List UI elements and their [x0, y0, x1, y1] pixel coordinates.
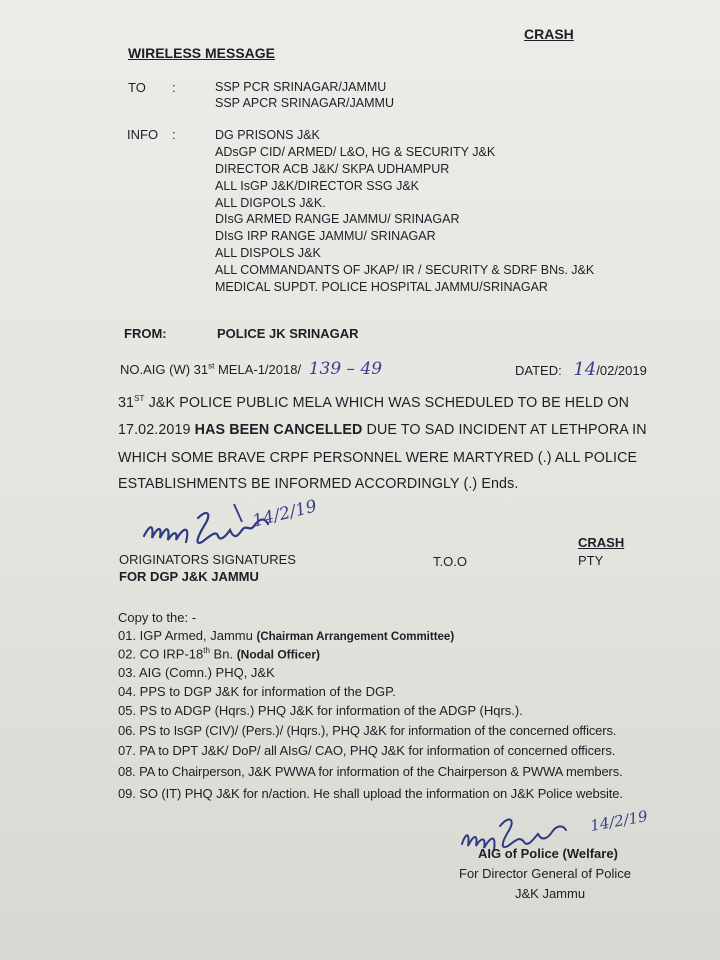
info-line-2: ADsGP CID/ ARMED/ L&O, HG & SECURITY J&K — [215, 145, 496, 159]
info-line-6: DIsG ARMED RANGE JAMMU/ SRINAGAR — [215, 212, 460, 226]
reference-suffix: MELA-1/2018/ — [214, 362, 302, 377]
copy-item-2-text: 02. CO IRP-18 — [118, 646, 204, 662]
info-line-1: DG PRISONS J&K — [215, 128, 320, 142]
reference-handwritten: 139 – 49 — [308, 359, 383, 379]
info-line-4: ALL IsGP J&K/DIRECTOR SSG J&K — [215, 179, 419, 193]
copy-item-2-text2: Bn. — [209, 646, 237, 662]
message-cancelled: HAS BEEN CANCELLED — [194, 422, 363, 438]
message-number: 31 — [118, 394, 135, 411]
dated-handwritten: 14 — [573, 359, 597, 380]
copy-item-2-bold: (Nodal Officer) — [236, 647, 321, 662]
footer-jk-jammu: J&K Jammu — [515, 886, 586, 901]
info-line-5: ALL DIGPOLS J&K. — [215, 196, 326, 210]
message-line-1-text: J&K POLICE PUBLIC MELA WHICH WAS SCHEDULED TO BE HELD ON — [144, 394, 630, 411]
reference-number — [120, 359, 382, 379]
crash-label: CRASH — [578, 535, 625, 550]
originator-signatures: ORIGINATORS SIGNATURES — [119, 552, 296, 567]
copy-item-2-sup: th — [203, 646, 210, 655]
info-line-9: ALL COMMANDANTS OF JKAP/ IR / SECURITY & SDRF BNs. J&K — [215, 263, 595, 277]
too-label: T.O.O — [433, 554, 467, 569]
info-line-3: DIRECTOR ACB J&K/ SKPA UDHAMPUR — [215, 162, 450, 176]
document-title: WIRELESS MESSAGE — [128, 45, 276, 61]
copy-item-7: 07. PA to DPT J&K/ DoP/ all AIsG/ CAO, PHQ J&K for information of concerned officers. — [118, 743, 616, 758]
footer-for-dgp: For Director General of Police — [459, 866, 631, 881]
to-line-2: SSP APCR SRINAGAR/JAMMU — [215, 96, 394, 110]
message-line-3: WHICH SOME BRAVE CRPF PERSONNEL WERE MARTYRED (.) ALL POLICE — [118, 450, 638, 466]
message-sup: ST — [134, 394, 145, 403]
copy-item-2 — [118, 646, 320, 661]
copy-item-1 — [118, 628, 454, 643]
footer-aig: AIG of Police (Welfare) — [478, 846, 618, 861]
info-separator: : — [172, 127, 176, 142]
copy-item-8: 08. PA to Chairperson, J&K PWWA for information of the Chairperson & PWWA members. — [118, 764, 623, 779]
copy-heading: Copy to the: - — [118, 610, 197, 625]
message-date: 17.02.2019 — [118, 422, 195, 438]
pty-label: PTY — [578, 553, 604, 568]
info-line-8: ALL DISPOLS J&K — [215, 246, 321, 260]
copy-item-1-bold: (Chairman Arrangement Committee) — [256, 631, 455, 643]
info-label: INFO — [127, 127, 159, 142]
priority-crash: CRASH — [524, 26, 574, 42]
originator-handwritten-date: 14/2/19 — [250, 496, 319, 532]
copy-item-1-text: 01. IGP Armed, Jammu — [118, 628, 257, 643]
copy-item-9: 09. SO (IT) PHQ J&K for n/action. He shall upload the information on J&K Police website. — [118, 786, 623, 801]
reference-prefix: NO.AIG (W) 31 — [120, 362, 209, 377]
from-label: FROM: — [124, 326, 167, 341]
dated-rest: /02/2019 — [596, 363, 647, 378]
message-line-4: ESTABLISHMENTS BE INFORMED ACCORDINGLY (.) Ends. — [118, 476, 519, 492]
message-line-2-text: DUE TO SAD INCIDENT AT LETHPORA IN — [362, 422, 647, 438]
info-line-7: DIsG IRP RANGE JAMMU/ SRINAGAR — [215, 229, 436, 243]
info-line-10: MEDICAL SUPDT. POLICE HOSPITAL JAMMU/SRINAGAR — [215, 280, 548, 294]
dated-label: DATED: — [515, 363, 562, 378]
copy-item-4: 04. PPS to DGP J&K for information of the DGP. — [118, 684, 396, 699]
to-line-1: SSP PCR SRINAGAR/JAMMU — [215, 80, 387, 94]
message-line-1 — [118, 394, 629, 411]
message-line-2 — [118, 422, 647, 438]
from-value: POLICE JK SRINAGAR — [217, 326, 359, 341]
to-label: TO — [128, 80, 146, 95]
to-separator: : — [172, 80, 176, 95]
copy-item-5: 05. PS to ADGP (Hqrs.) PHQ J&K for information of the ADGP (Hqrs.). — [118, 703, 523, 718]
copy-item-6: 06. PS to IsGP (CIV)/ (Pers.)/ (Hqrs.), PHQ J&K for information of the concerned officers. — [118, 723, 617, 738]
for-dgp: FOR DGP J&K JAMMU — [119, 569, 259, 584]
reference-sup: st — [208, 361, 215, 371]
aig-handwritten-date: 14/2/19 — [588, 807, 649, 835]
dated-line — [515, 359, 647, 380]
copy-item-3: 03. AIG (Comn.) PHQ, J&K — [118, 665, 275, 680]
